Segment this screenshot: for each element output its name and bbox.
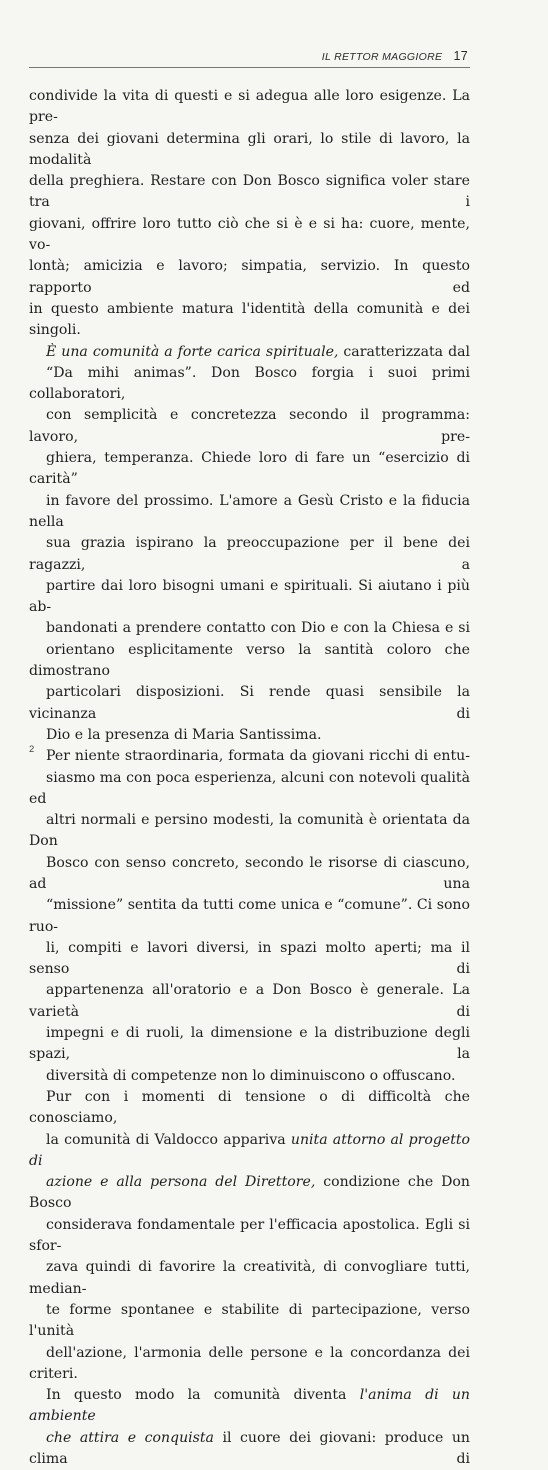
- text-line: te forme spontanee e stabilite di partecipazione, verso l'unità: [29, 1301, 470, 1340]
- text-line: siasmo ma con poca esperienza, alcuni con notevoli qualità ed: [29, 769, 470, 807]
- text-line: altri normali e persino modesti, la comunità è orientata da Don: [29, 812, 470, 850]
- footer-mark: 2: [29, 744, 35, 755]
- paragraph: [29, 746, 470, 1087]
- running-header: [0, 49, 468, 63]
- running-title: IL RETTOR MAGGIORE: [321, 51, 443, 63]
- text-line: della preghiera. Restare con Don Bosco significa voler stare tra i: [29, 173, 470, 211]
- text-line: In questo modo la comunità diventa l'anima di un ambiente: [29, 1387, 471, 1425]
- text-line: considerava fondamentale per l'efficacia apostolica. Egli si sfor-: [29, 1216, 470, 1255]
- text-line: Dio e la presenza di Maria Santissima.: [46, 726, 322, 743]
- text-line: È una comunità a forte carica spirituale, caratterizzata dal: [46, 343, 471, 360]
- text-line: orientano esplicitamente verso la santità coloro che dimostrano: [29, 641, 470, 680]
- text-line: Pur con i momenti di tensione o di difficoltà che conosciamo,: [29, 1088, 470, 1127]
- text-line: in favore del prossimo. L'amore a Gesù Cristo e la fiducia nella: [29, 492, 470, 530]
- text-line: particolari disposizioni. Si rende quasi sensibile la vicinanza di: [29, 684, 470, 722]
- text-line: impegni e di ruoli, la dimensione e la distribuzione degli spazi, la: [29, 1025, 470, 1063]
- text-line: con semplicità e concretezza secondo il programma: lavoro, pre-: [29, 407, 470, 445]
- body-text: [29, 86, 470, 1470]
- text-line: “Da mihi animas”. Don Bosco forgia i suoi primi collaboratori,: [29, 364, 470, 403]
- text-line: diversità di competenze non lo diminuiscono o offuscano.: [46, 1067, 456, 1084]
- text-line: Bosco con senso concreto, secondo le risorse di ciascuno, ad una: [29, 854, 470, 892]
- text-line: senza dei giovani determina gli orari, lo stile di lavoro, la modalità: [29, 130, 470, 168]
- emphasis: azione e alla persona del Direttore,: [46, 1174, 316, 1191]
- text-line: che attira e conquista il cuore dei giovani: produce un clima di: [29, 1429, 470, 1467]
- text-line: lontà; amicizia e lavoro; simpatia, servizio. In questo rapporto ed: [29, 258, 470, 296]
- text-line: sua grazia ispirano la preoccupazione per il bene dei ragazzi, a: [29, 535, 470, 573]
- paragraph: [29, 342, 470, 747]
- text-line: appartenenza all'oratorio e a Don Bosco è generale. La varietà di: [29, 982, 470, 1020]
- emphasis: che attira e conquista: [46, 1429, 214, 1446]
- text-line: condivide la vita di questi e si adegua alle loro esigenze. La pre-: [29, 88, 470, 126]
- text-line: zava quindi di favorire la creatività, di convogliare tutti, median-: [29, 1259, 470, 1297]
- text-line: la comunità di Valdocco appariva unita attorno al progetto di: [29, 1131, 471, 1169]
- text-line: azione e alla persona del Direttore, condizione che Don Bosco: [29, 1174, 470, 1212]
- paragraph: [29, 1087, 470, 1385]
- text-line: giovani, offrire loro tutto ciò che si è e si ha: cuore, mente, vo-: [29, 215, 470, 254]
- emphasis: l'anima di un ambiente: [29, 1387, 471, 1425]
- page-number: 17: [453, 49, 468, 63]
- text-line: partire dai loro bisogni umani e spirituali. Si aiutano i più ab-: [29, 577, 470, 616]
- paragraph: [29, 86, 470, 342]
- emphasis: È una comunità a forte carica spirituale,: [46, 343, 339, 360]
- emphasis: unita attorno al progetto di: [29, 1131, 471, 1169]
- text-line: bandonati a prendere contatto con Dio e con la Chiesa e si: [46, 620, 470, 637]
- paragraph: [29, 1385, 470, 1470]
- header-rule: [29, 67, 470, 68]
- text-line: ghiera, temperanza. Chiede loro di fare un “esercizio di carità”: [29, 450, 470, 488]
- text-line: dell'azione, l'armonia delle persone e la concordanza dei criteri.: [29, 1344, 470, 1382]
- text-line: Per niente straordinaria, formata da giovani ricchi di entu-: [46, 748, 470, 765]
- text-line: “missione” sentita da tutti come unica e “comune”. Ci sono ruo-: [29, 897, 470, 935]
- text-line: li, compiti e lavori diversi, in spazi molto aperti; ma il senso di: [29, 939, 470, 978]
- text-line: in questo ambiente matura l'identità della comunità e dei singoli.: [29, 300, 470, 339]
